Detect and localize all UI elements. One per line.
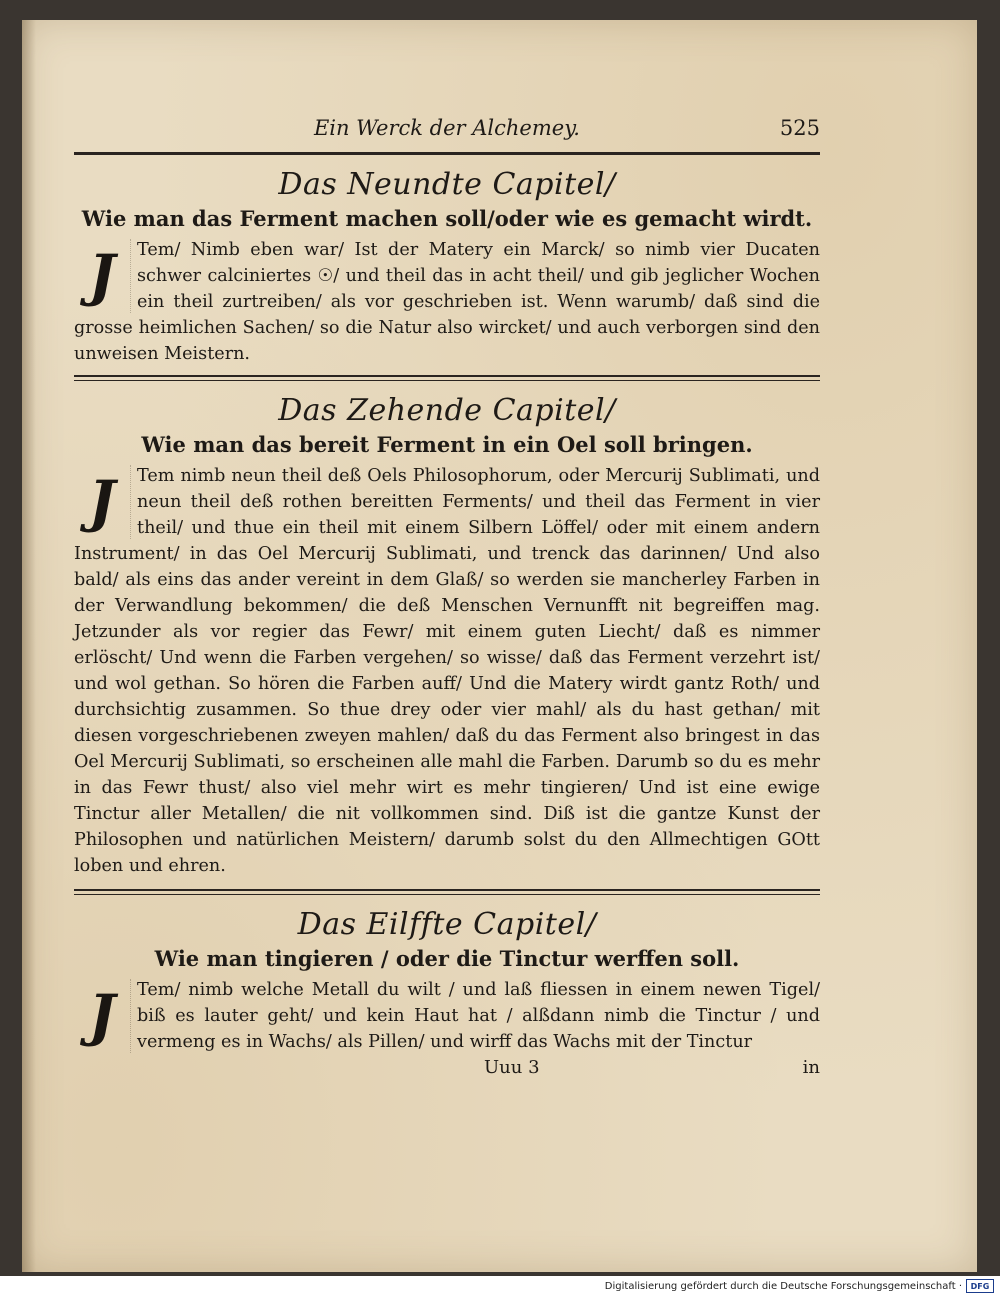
chapter-body-11 (74, 977, 820, 1055)
dfg-logo-icon: DFG (966, 1279, 994, 1293)
chapter-subtitle-11: Wie man tingieren / oder die Tinctur werffen soll. (154, 946, 740, 971)
chapter-title-9: Das Neundte Capitel/ (278, 167, 616, 202)
book-page (22, 20, 977, 1272)
running-head (74, 116, 820, 146)
section-rule (74, 375, 820, 381)
chapter-text-10: Tem nimb neun theil deß Oels Philosophorum, oder Mercurij Sublimati, und neun theil deß rothen bereitten Ferments/ und theil das Ferment in vier theil/ und thue ein theil mit einem Silbern Löffel/ oder mit einem andern Instrument/ in das Oel Mercurij Sublimati, und trenck das darinnen/ Und also bald/ als eins das ander vereint in dem Glaß/ so werden sie mancherley Farben in der Verwandlung bekommen/ die deß Menschen Vernunfft nit begreiffen mag. Jetzunder als vor regier das Fewr/ mit einem guten Liecht/ daß es nimmer erlöscht/ Und wenn die Farben vergehen/ so wisse/ daß das Ferment verzehrt ist/ und wol gethan. So hören die Farben auff/ Und die Matery wirdt gantz Roth/ und durchsichtig zusammen. So thue drey oder vier mahl/ als du hast gethan/ mit diesen vorgeschriebenen zweyen mahlen/ daß du das Ferment also bringest in das Oel Mercurij Sublimati, so erscheinen alle mahl die Farben. Darumb so du es mehr in das Fewr thust/ also viel mehr wirt es mehr tingieren/ Und ist eine ewige Tinctur aller Metallen/ die nit vollkommen sind. Diß ist die gantze Kunst der Philosophen und natürlichen Meistern/ darumb solst du den Allmechtigen GOtt loben und ehren. (74, 466, 820, 876)
spine-shadow (22, 20, 36, 1272)
decorated-initial: J (74, 465, 131, 539)
digitization-footer (0, 1276, 1000, 1296)
chapter-text-9: Tem/ Nimb eben war/ Ist der Matery ein Marck/ so nimb vier Ducaten schwer calciniertes ☉/ und theil das in acht theil/ und gib jeglicher Wochen ein theil zurtreiben/ als vor geschrieben ist. Wenn warumb/ daß sind die grosse heimlichen Sachen/ so die Natur also wircket/ und auch verborgen sind den unweisen Meistern. (74, 240, 820, 364)
running-head-title: Ein Werck der Alchemey. (313, 116, 580, 140)
funding-credit: Digitalisierung gefördert durch die Deutsche Forschungsgemeinschaft · (604, 1280, 962, 1292)
decorated-initial: J (74, 979, 131, 1053)
signature-mark: Uuu 3 (484, 1057, 540, 1078)
page-number: 525 (779, 116, 820, 140)
chapter-text-11: Tem/ nimb welche Metall du wilt / und laß fliessen in einem newen Tigel/ biß es lauter geht/ und kein Haut hat / alßdann nimb die Tinctur / und vermeng es in Wachs/ als Pillen/ und wirff das Wachs mit der Tinctur (137, 980, 820, 1052)
section-rule (74, 889, 820, 895)
page-foot (74, 1057, 820, 1078)
chapter-title-11: Das Eilffte Capitel/ (297, 907, 597, 942)
chapter-title-10: Das Zehende Capitel/ (278, 393, 616, 428)
decorated-initial: J (74, 239, 131, 313)
chapter-body-9 (74, 237, 820, 367)
header-rule (74, 152, 820, 155)
text-block (74, 116, 820, 1078)
chapter-body-10 (74, 463, 820, 879)
chapter-subtitle-9: Wie man das Ferment machen soll/oder wie es gemacht wirdt. (81, 206, 813, 231)
catchword: in (802, 1057, 820, 1078)
chapter-subtitle-10: Wie man das bereit Ferment in ein Oel soll bringen. (141, 432, 753, 457)
